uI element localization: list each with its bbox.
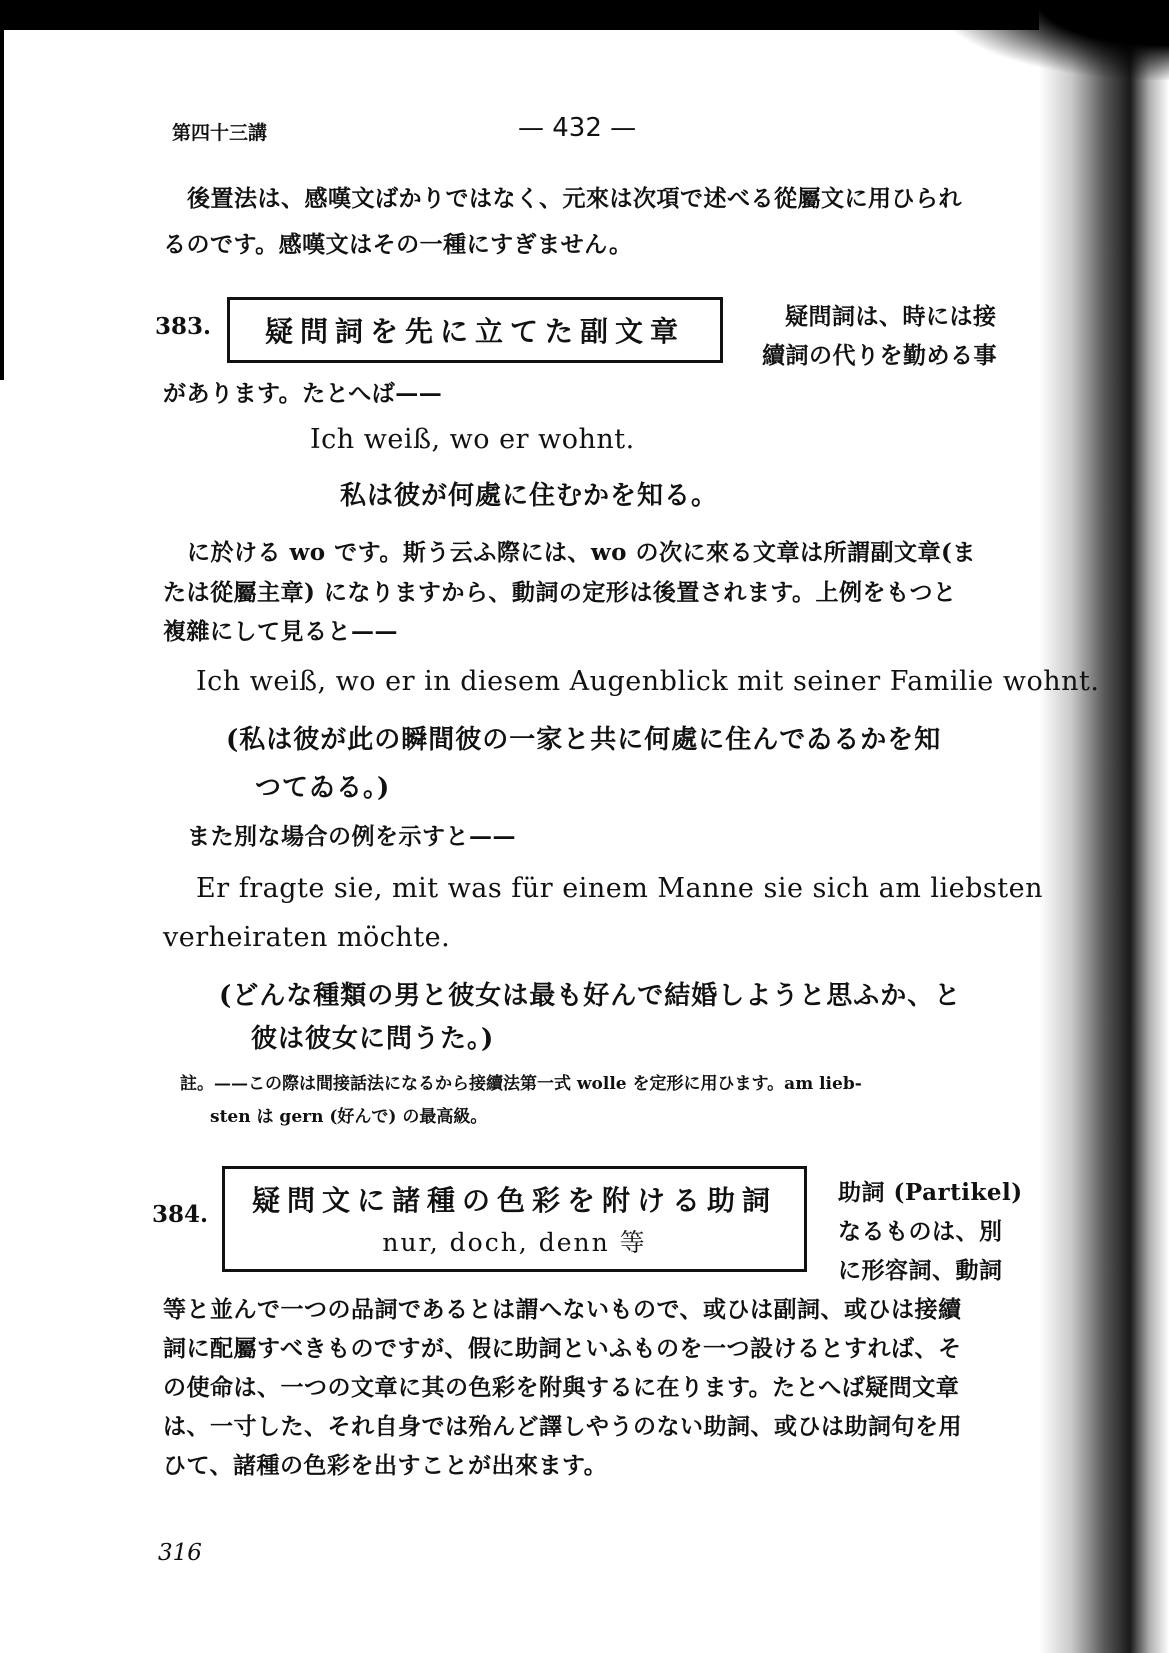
- body-line: があります。たとへば——: [163, 380, 443, 407]
- section-heading: 疑問文に諸種の色彩を附ける助詞: [251, 1184, 777, 1217]
- running-head: 第四十三講: [172, 122, 268, 144]
- body-line: 等と並んで一つの品詞であるとは謂へないもので、或ひは副詞、或ひは接續: [163, 1296, 962, 1323]
- body-line: 詞に配屬すべきものですが、假に助詞といふものを一つ設けるとすれば、そ: [163, 1335, 962, 1362]
- section-number: 384.: [152, 1201, 209, 1228]
- side-text-line: 疑問詞は、時には接: [785, 303, 997, 330]
- section-heading-subtitle: nur, doch, denn 等: [382, 1228, 647, 1257]
- side-text-line: に形容詞、動詞: [838, 1257, 1003, 1284]
- scan-border-left: [0, 0, 4, 380]
- intro-line: るのです。感嘆文はその一種にすぎません。: [163, 231, 633, 258]
- german-example: verheiraten möchte.: [163, 922, 451, 953]
- page-number: — 432 —: [518, 113, 637, 143]
- body-line: ひて、諸種の色彩を出すことが出來ます。: [163, 1452, 608, 1479]
- body-line: 複雜にして見ると——: [163, 618, 398, 645]
- intro-line: 後置法は、感嘆文ばかりではなく、元來は次項で述べる從屬文に用ひられ: [187, 185, 963, 212]
- note: 註。——この際は間接話法になるから接續法第一式 wolle を定形に用ひます。am lieb-: [180, 1074, 862, 1094]
- body-line: また別な場合の例を示すと——: [187, 823, 516, 850]
- translation: (私は彼が此の瞬間彼の一家と共に何處に住んでゐるかを知: [226, 725, 942, 755]
- folio-number: 316: [158, 1540, 202, 1566]
- translation: つてゐる。): [255, 773, 391, 803]
- section-number: 383.: [155, 313, 212, 340]
- section-heading-box: [227, 297, 723, 363]
- note: sten は gern (好んで) の最高級。: [210, 1107, 488, 1127]
- section-heading-box: [222, 1166, 807, 1272]
- german-example: Er fragte sie, mit was für einem Manne sie sich am liebsten: [196, 873, 1043, 904]
- side-text-line: 助詞 (Partikel): [838, 1179, 1023, 1206]
- scan-border-right: [1039, 0, 1169, 1653]
- translation: (どんな種類の男と彼女は最も好んで結婚しようと思ふか、と: [219, 981, 962, 1011]
- translation: 私は彼が何處に住むかを知る。: [340, 481, 719, 511]
- section-heading: 疑問詞を先に立てた副文章: [264, 315, 685, 348]
- body-line: の使命は、一つの文章に其の色彩を附與するに在ります。たとへば疑問文章: [163, 1374, 960, 1401]
- side-text-line: 續詞の代りを勤める事: [762, 342, 997, 369]
- body-line: は、一寸した、それ自身では殆んど譯しやうのない助詞、或ひは助詞句を用: [163, 1413, 962, 1440]
- body-line: に於ける wo です。斯う云ふ際には、wo の次に來る文章は所謂副文章(ま: [187, 539, 976, 566]
- body-line: たは從屬主章) になりますから、動詞の定形は後置されます。上例をもつと: [163, 579, 957, 606]
- translation: 彼は彼女に問うた。): [251, 1024, 495, 1054]
- german-example: Ich weiß, wo er wohnt.: [310, 424, 635, 455]
- side-text-line: なるものは、別: [838, 1218, 1003, 1245]
- german-example: Ich weiß, wo er in diesem Augenblick mit seiner Familie wohnt.: [196, 666, 1100, 697]
- scan-shadow-corner: [939, 0, 1169, 80]
